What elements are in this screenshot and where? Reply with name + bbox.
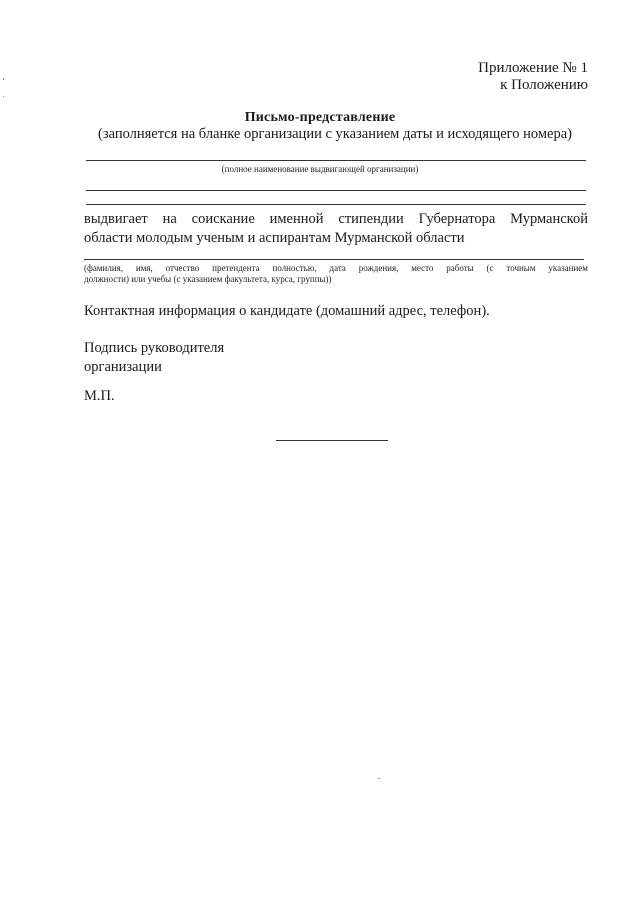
organization-name-line: [86, 160, 586, 161]
candidate-caption-line-1: (фамилия, имя, отчество претендента полностью, дата рождения, место работы (с точным указанием: [84, 263, 588, 273]
appendix-reference: [478, 60, 588, 94]
nomination-statement: [84, 210, 588, 248]
scan-artifact: [3, 78, 4, 80]
organization-name-line-2: [86, 190, 586, 191]
signature-line-1: Подпись руководителя: [84, 340, 225, 356]
appendix-regulation: к Положению: [500, 77, 588, 93]
candidate-caption: [84, 263, 588, 285]
organization-name-line-3: [86, 204, 586, 205]
document-subtitle: (заполняется на бланке организации с указанием даты и исходящего номера): [98, 126, 572, 142]
nomination-line-1: выдвигает на соискание именной стипендии Губернатора Мурманской: [84, 211, 588, 227]
signature-line-2: организации: [84, 359, 162, 375]
appendix-number: Приложение № 1: [478, 60, 588, 76]
candidate-name-line: [84, 259, 584, 260]
organization-caption: (полное наименование выдвигающей организации): [221, 164, 419, 174]
scan-artifact: [3, 96, 4, 97]
candidate-caption-line-2: должности) или учебы (с указанием факультета, курса, группы)): [84, 274, 332, 284]
stamp-placeholder: М.П.: [84, 388, 115, 404]
contact-information: Контактная информация о кандидате (домашний адрес, телефон).: [84, 303, 490, 319]
nomination-line-2: области молодым ученым и аспирантам Мурманской области: [84, 230, 465, 246]
end-separator: [276, 440, 388, 441]
scan-artifact: [378, 778, 380, 779]
document-title: Письмо-представление: [244, 110, 396, 125]
signature-block: [84, 339, 224, 377]
